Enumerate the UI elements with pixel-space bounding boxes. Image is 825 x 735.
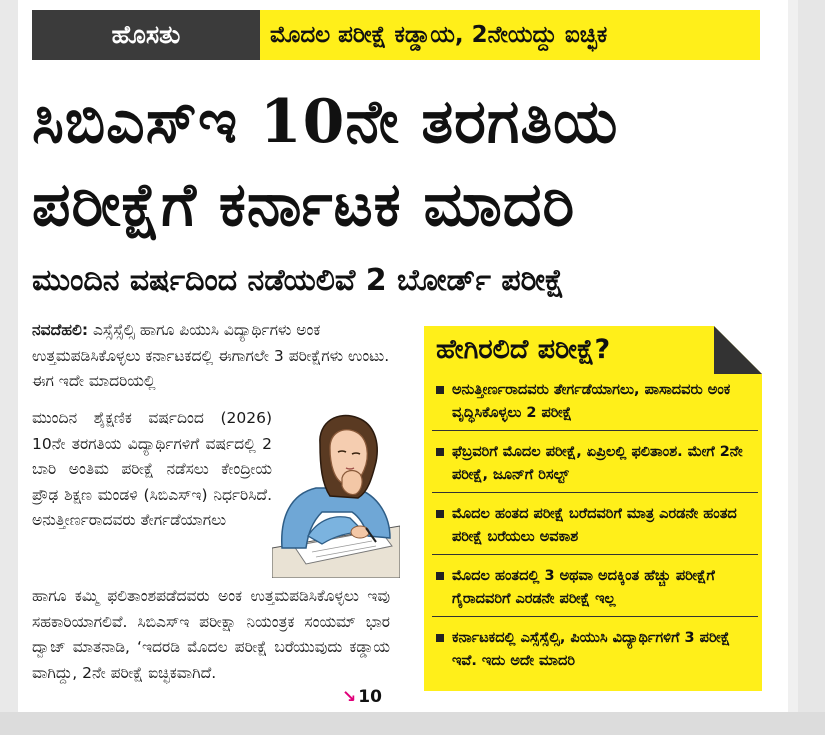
dateline: ನವದೆಹಲಿ: [32, 321, 89, 339]
info-box [424, 326, 762, 691]
info-box-list [432, 376, 758, 686]
info-item: ಮೊದಲ ಹಂತದಲ್ಲಿ 3 ಅಥವಾ ಅದಕ್ಕಿಂತ ಹೆಚ್ಚು ಪರೀಕ್ಷೆಗೆ ಗೈರಾದವರಿಗೆ ಎರಡನೇ ಪರೀಕ್ಷೆ ಇಲ್ಲ [432, 562, 758, 617]
article-column-bottom: ಹಾಗೂ ಕಮ್ಮಿ ಫಲಿತಾಂಶಪಡೆದವರು ಅಂಕ ಉತ್ತಮಪಡಿಸಿಕೊಳ್ಳಲು ಇವು ಸಹಕಾರಿಯಾಗಲಿವೆ. ಸಿಬಿಎಸ್‌ಇ ಪರೀಕ್ಷಾ ನಿಯಂತ್ರಕ ಸಂಯಮ್ ಭಾರ ದ್ವಾಜ್ ಮಾತನಾಡಿ, ‘ಇದರಡಿ ಮೊದಲ ಪರೀಕ್ಷೆ ಬರೆಯುವುದು ಕಡ್ಡಾಯ ವಾಗಿದ್ದು, 2ನೇ ಪರೀಕ್ಷೆ ಐಚ್ಛಿಕವಾಗಿದೆ. [32, 587, 390, 682]
continued-marker[interactable] [342, 687, 382, 707]
info-item: ಮೊದಲ ಹಂತದ ಪರೀಕ್ಷೆ ಬರೆದವರಿಗೆ ಮಾತ್ರ ಎರಡನೇ ಹಂತದ ಪರೀಕ್ಷೆ ಬರೆಯಲು ಅವಕಾಶ [432, 500, 758, 555]
scroll-gutter-inner [798, 0, 825, 735]
info-item: ಕರ್ನಾಟಕದಲ್ಲಿ ಎಸ್ಸೆಸ್ಸೆಲ್ಸಿ, ಪಿಯುಸಿ ವಿದ್ಯಾರ್ಥಿಗಳಿಗೆ 3 ಪರೀಕ್ಷೆ ಇವೆ. ಇದು ಅದೇ ಮಾದರಿ [432, 624, 758, 679]
student-writing-illustration [272, 408, 400, 578]
headline-line-2: ಪರೀಕ್ಷೆಗೆ ಕರ್ನಾಟಕ ಮಾದರಿ [32, 170, 576, 240]
sub-headline: ಮುಂದಿನ ವರ್ಷದಿಂದ ನಡೆಯಲಿವೆ 2 ಬೋರ್ಡ್ ಪರೀಕ್ಷೆ [32, 263, 565, 298]
info-item: ಫೆಬ್ರವರಿಗೆ ಮೊದಲ ಪರೀಕ್ಷೆ, ಏಪ್ರಿಲಲ್ಲಿ ಫಲಿತಾಂಶ. ಮೇಗೆ 2ನೇ ಪರೀಕ್ಷೆ, ಜೂನ್‌ಗೆ ರಿಸಲ್ಟ್ [432, 438, 758, 493]
scroll-gutter [788, 0, 825, 735]
continued-page-number: 10 [358, 687, 382, 707]
article-column-left: ಮುಂದಿನ ಶೈಕ್ಷಣಿಕ ವರ್ಷದಿಂದ (2026) 10ನೇ ತರಗತಿಯ ವಿದ್ಯಾರ್ಥಿಗಳಿಗೆ ವರ್ಷದಲ್ಲಿ 2 ಬಾರಿ ಅಂತಿಮ ಪರೀಕ್ಷೆ ನಡೆಸಲು ಕೇಂದ್ರೀಯ ಪ್ರೌಢ ಶಿಕ್ಷಣ ಮಂಡಳಿ (ಸಿಬಿಎಸ್‌ಇ) ನಿರ್ಧರಿಸಿದೆ. ಅನುತ್ತೀರ್ಣರಾದವರು ತೇರ್ಗಡೆಯಾಗಲು [32, 409, 272, 529]
article-intro [32, 318, 392, 395]
headline-line-1: ಸಿಬಿಎಸ್‌ಇ 10ನೇ ತರಗತಿಯ [32, 87, 619, 157]
info-item: ಅನುತ್ತೀರ್ಣರಾದವರು ತೇರ್ಗಡೆಯಾಗಲು, ಪಾಸಾದವರು ಅಂಕ ವೃದ್ಧಿಸಿಕೊಳ್ಳಲು 2 ಪರೀಕ್ಷೆ [432, 376, 758, 431]
info-box-title: ಹೇಗಿರಲಿದೆ ಪರೀಕ್ಷೆ? [436, 334, 611, 365]
article-intro-text: ಎಸ್ಸೆಸ್ಸೆಲ್ಸಿ ಹಾಗೂ ಪಿಯುಸಿ ವಿದ್ಯಾರ್ಥಿಗಳು ಅಂಕ ಉತ್ತಮಪಡಿಸಿಕೊಳ್ಳಲು ಕರ್ನಾಟಕದಲ್ಲಿ ಈಗಾಗಲೇ 3 ಪರೀಕ್ಷೆಗಳು ಉಂಟು. ಈಗ ಇದೇ ಮಾದರಿಯಲ್ಲಿ [32, 321, 390, 390]
bottom-gutter [0, 712, 825, 735]
continue-arrow-icon: ↘ [342, 687, 357, 707]
section-tag: ಹೊಸತು [32, 10, 260, 60]
corner-triangle-icon [714, 326, 762, 374]
kicker-line: ಮೊದಲ ಪರೀಕ್ಷೆ ಕಡ್ಡಾಯ, 2ನೇಯದ್ದು ಐಚ್ಛಿಕ [260, 10, 760, 60]
student-illustration-graphic [272, 408, 400, 578]
